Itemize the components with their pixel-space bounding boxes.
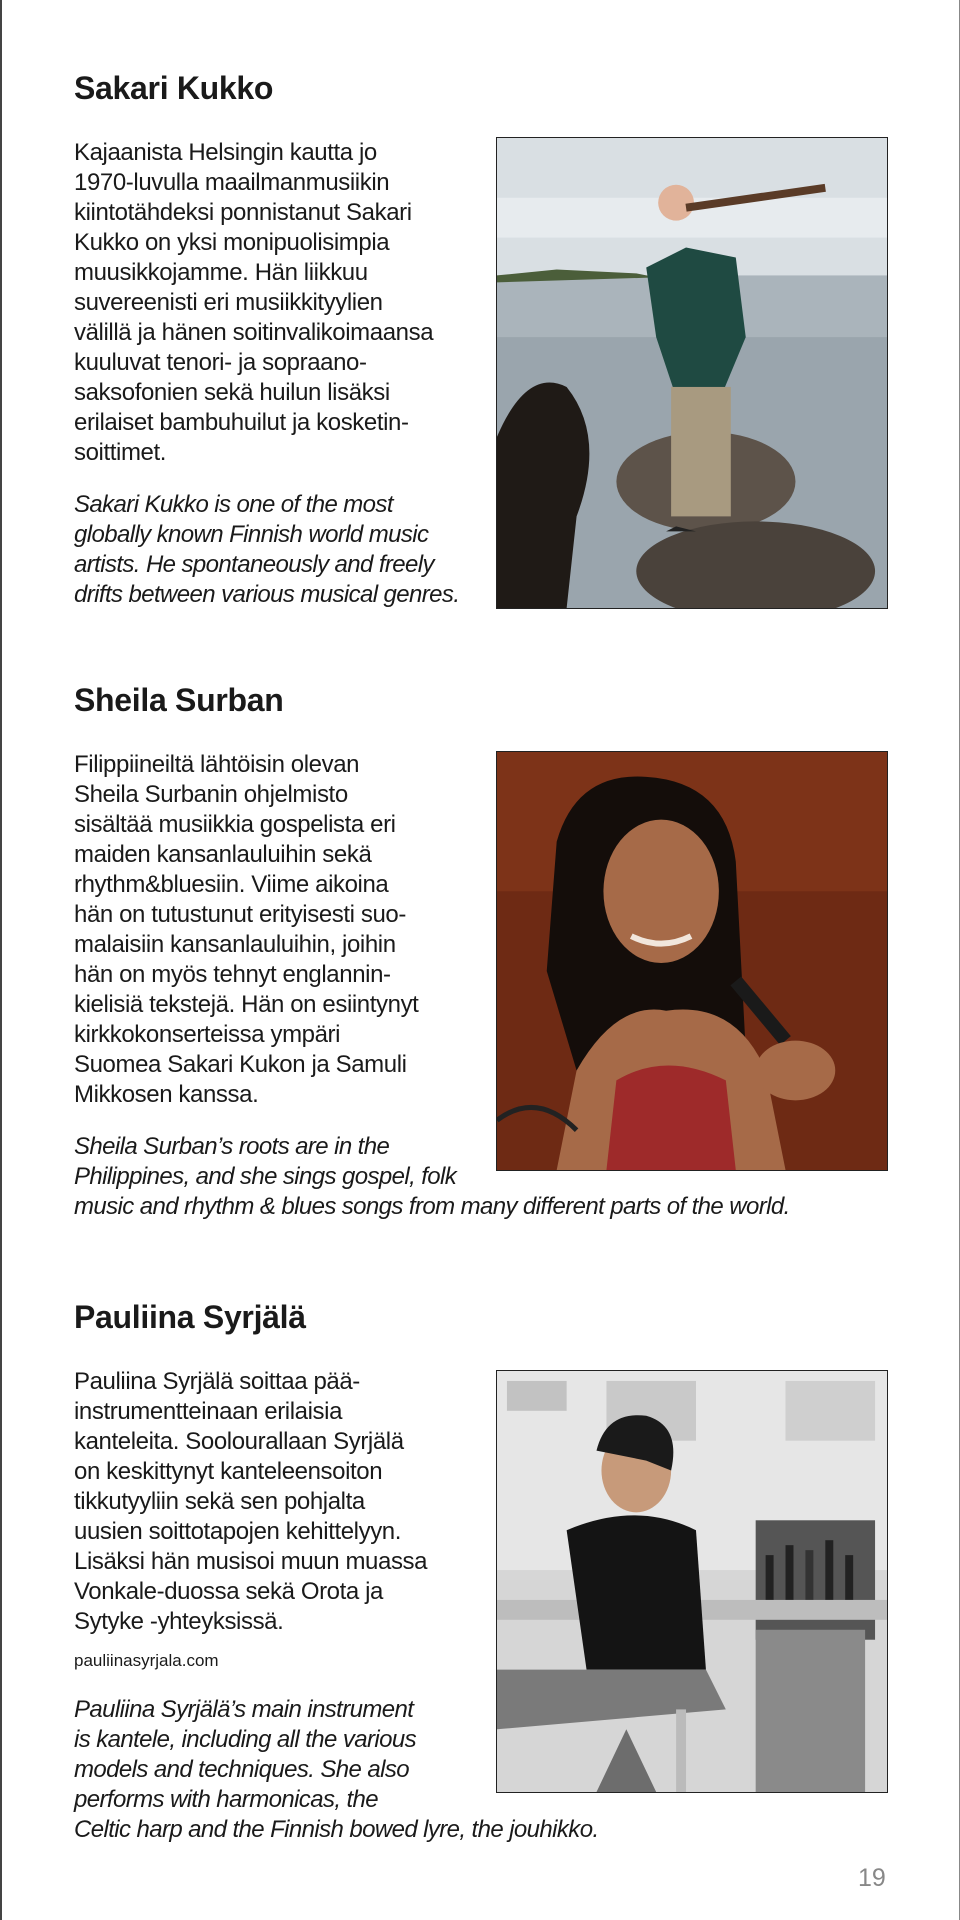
photo-kantele-player-seated — [497, 1371, 887, 1792]
photo-singer-with-microphone — [497, 752, 887, 1170]
artist-bio-finnish: Pauliina Syrjälä soittaa pää- instrumentteinaan erilaisia kanteleita. Soolourallaan Syrjälä on keskittynyt kanteleensoiton tikkutyyliin sekä sen pohjalta uusien soittotapojen kehittelyyn. Lisäksi hän musisoi muun muassa Vonkale-duossa sekä Orota ja Sytyke -yhteyksissä. — [74, 1368, 428, 1635]
page-number: 19 — [858, 1864, 886, 1892]
photo-musician-on-rock — [497, 138, 887, 608]
artist-name: Sheila Surban — [74, 682, 284, 718]
artist-photo — [496, 137, 888, 609]
artist-name: Pauliina Syrjälä — [74, 1299, 306, 1335]
artist-bio-english: Sakari Kukko is one of the most globally known Finnish world music artists. He spontaneously and freely drifts between various musical genres. — [74, 491, 460, 608]
website-link[interactable]: pauliinasyrjala.com — [74, 1651, 219, 1670]
artist-photo — [496, 751, 888, 1171]
artist-bio-english: Pauliina Syrjälä’s main instrument is kantele, including all the various models and techniques. She also performs with harmonicas, the Celtic harp and the Finnish bowed lyre, the jouhikko. — [74, 1696, 599, 1843]
artist-bio-english: Sheila Surban’s roots are in the Philippines, and she sings gospel, folk music and rhythm & blues songs from many different parts of the world. — [74, 1133, 790, 1220]
artist-name: Sakari Kukko — [74, 70, 274, 106]
artist-photo — [496, 1370, 888, 1793]
artist-bio-finnish: Kajaanista Helsingin kautta jo 1970-luvulla maailmanmusiikin kiintotähdeksi ponnistanut Sakari Kukko on yksi monipuolisimpia muusikkojamme. Hän liikkuu suvereenisti eri musiikkityylien välillä ja hänen soitinvalikoimaansa kuuluvat tenori- ja sopraano- saksofonien sekä huilun lisäksi erilaiset bambuhuilut ja kosketin- soittimet. — [74, 139, 434, 466]
artist-bio-finnish: Filippiineiltä lähtöisin olevan Sheila Surbanin ohjelmisto sisältää musiikkia gospelista eri maiden kansanlauluihin sekä rhythm&bluesiin. Viime aikoina hän on tutustunut erityisesti suo- malaisiin kansanlauluihin, joihin hän on myös tehnyt englannin- kielisiä tekstejä. Hän on esiintynyt kirkkokonserteissa ympäri Suomea Sakari Kukon ja Samuli Mikkosen kanssa. — [74, 751, 419, 1108]
